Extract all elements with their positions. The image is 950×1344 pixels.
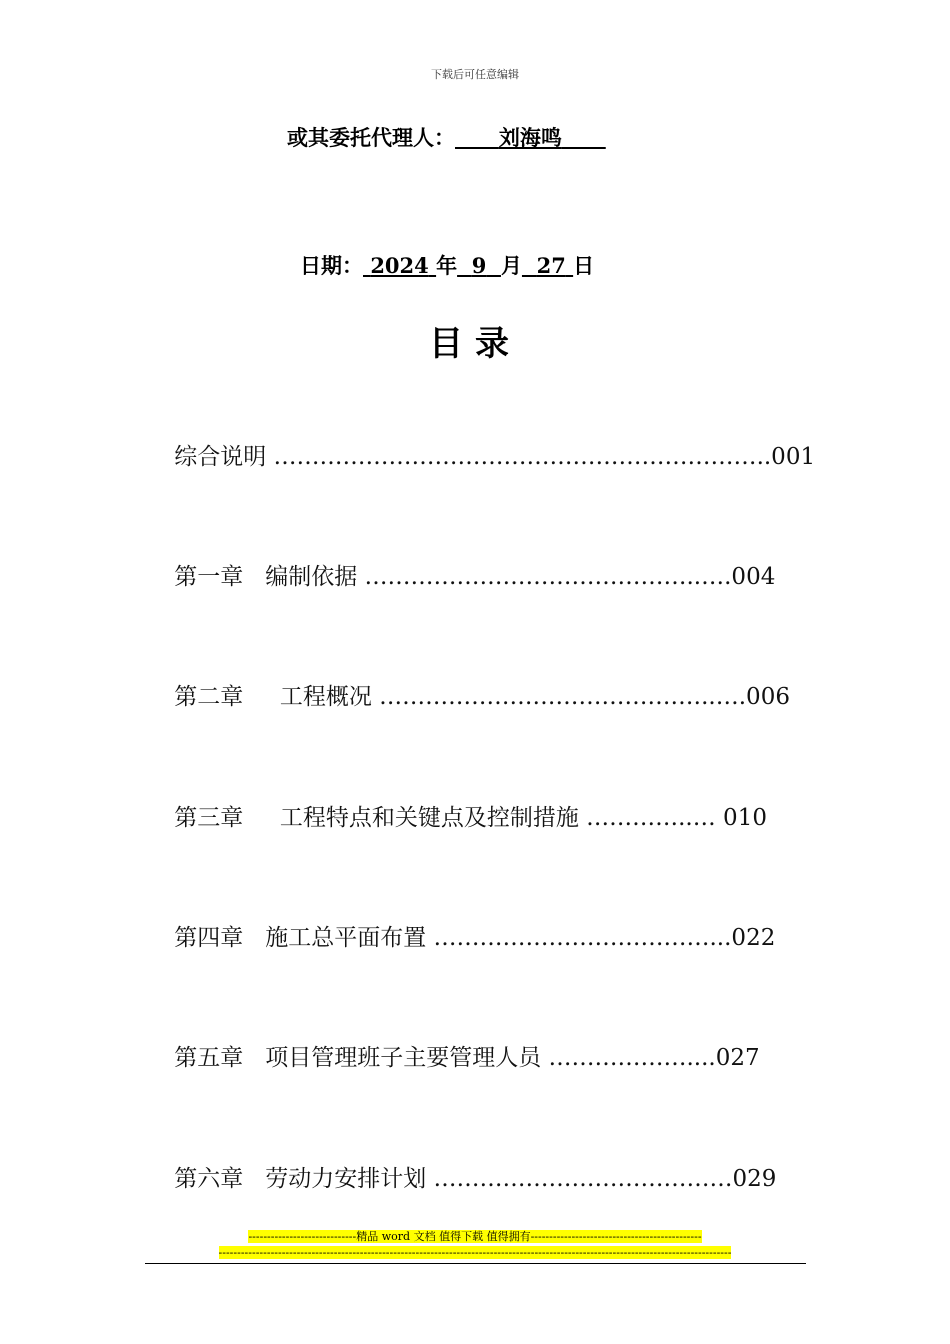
date-month: 9 — [471, 253, 487, 278]
toc-entry-page: ....027 — [686, 1045, 760, 1071]
date-year-unit: 年 — [436, 253, 458, 278]
toc-entry-leader: ……………………………… — [426, 925, 710, 951]
toc-entry[interactable] — [145, 1013, 760, 1098]
agent-line — [287, 122, 606, 152]
toc-entry-page: ..….004 — [686, 564, 776, 590]
toc-entry-chapter: 第五章 — [174, 1045, 244, 1071]
toc-entry-chapter: 第二章 — [174, 684, 244, 710]
footer-banner-text-1: -----------------------------精品 word 文档 值得下载 值得拥有---------------------------------------------- — [248, 1230, 702, 1243]
toc-entry-leader: ………………………………… — [426, 1166, 733, 1192]
toc-entry-leader: ………… — [578, 805, 679, 831]
toc-entry-chapter: 第一章 — [174, 564, 244, 590]
header-note: 下载后可任意编辑 — [431, 68, 519, 81]
toc-entry-page: ..… 010 — [678, 805, 767, 831]
date-year-field — [363, 253, 436, 278]
date-month-unit: 月 — [500, 253, 522, 278]
toc-entry-title: 项目管理班子主要管理人员 — [265, 1045, 542, 1071]
date-year: 2024 — [370, 253, 429, 278]
toc-entry[interactable] — [145, 532, 775, 617]
toc-entry-leader: ……………… — [541, 1045, 687, 1071]
toc-title: 目录 — [429, 324, 521, 364]
date-day-field — [522, 253, 573, 278]
toc-entry-title: 工程特点和关键点及控制措施 — [279, 805, 579, 831]
date-month-field — [457, 253, 501, 278]
agent-name: 刘海鸣 — [498, 125, 562, 150]
toc-entry-chapter: 第三章 — [174, 805, 244, 831]
footer-divider — [145, 1263, 806, 1264]
agent-underline-field — [455, 122, 606, 152]
toc-entry-leader: …………………………………… — [371, 684, 702, 710]
toc-entry-page: ...022 — [709, 925, 776, 951]
date-label: 日期： — [300, 253, 363, 278]
toc-entry[interactable] — [145, 412, 815, 497]
toc-entry-chapter: 第六章 — [174, 1166, 244, 1192]
toc-entry-page: ..001 — [756, 444, 816, 470]
date-day: 27 — [536, 253, 566, 278]
toc-entry-title: 施工总平面布置 — [265, 925, 427, 951]
toc-entry-title: 工程概况 — [279, 684, 372, 710]
agent-label: 或其委托代理人： — [287, 125, 455, 150]
footer-banner-line-2 — [0, 1246, 950, 1260]
toc-entry-title: 综合说明 — [174, 444, 267, 470]
toc-entry[interactable] — [145, 773, 767, 858]
toc-entry[interactable] — [145, 652, 790, 737]
date-day-unit: 日 — [573, 253, 595, 278]
toc-entry[interactable] — [145, 893, 775, 978]
toc-entry-title: 编制依据 — [265, 564, 358, 590]
toc-entry-page: 029 — [732, 1166, 777, 1192]
toc-entry-page: ..….006 — [701, 684, 790, 710]
toc-entry[interactable] — [145, 1134, 776, 1219]
toc-entry-chapter: 第四章 — [174, 925, 244, 951]
toc-entry-leader: …………………………………… — [357, 564, 687, 590]
footer-banner-text-2: ------------------------------------------------------------------------------------------------------------------------------------------ — [218, 1246, 732, 1259]
footer-banner-line-1 — [0, 1230, 950, 1244]
toc-entry-leader: ……………………………………………………… — [266, 444, 757, 470]
toc-entry-title: 劳动力安排计划 — [265, 1166, 427, 1192]
date-line — [300, 250, 594, 280]
